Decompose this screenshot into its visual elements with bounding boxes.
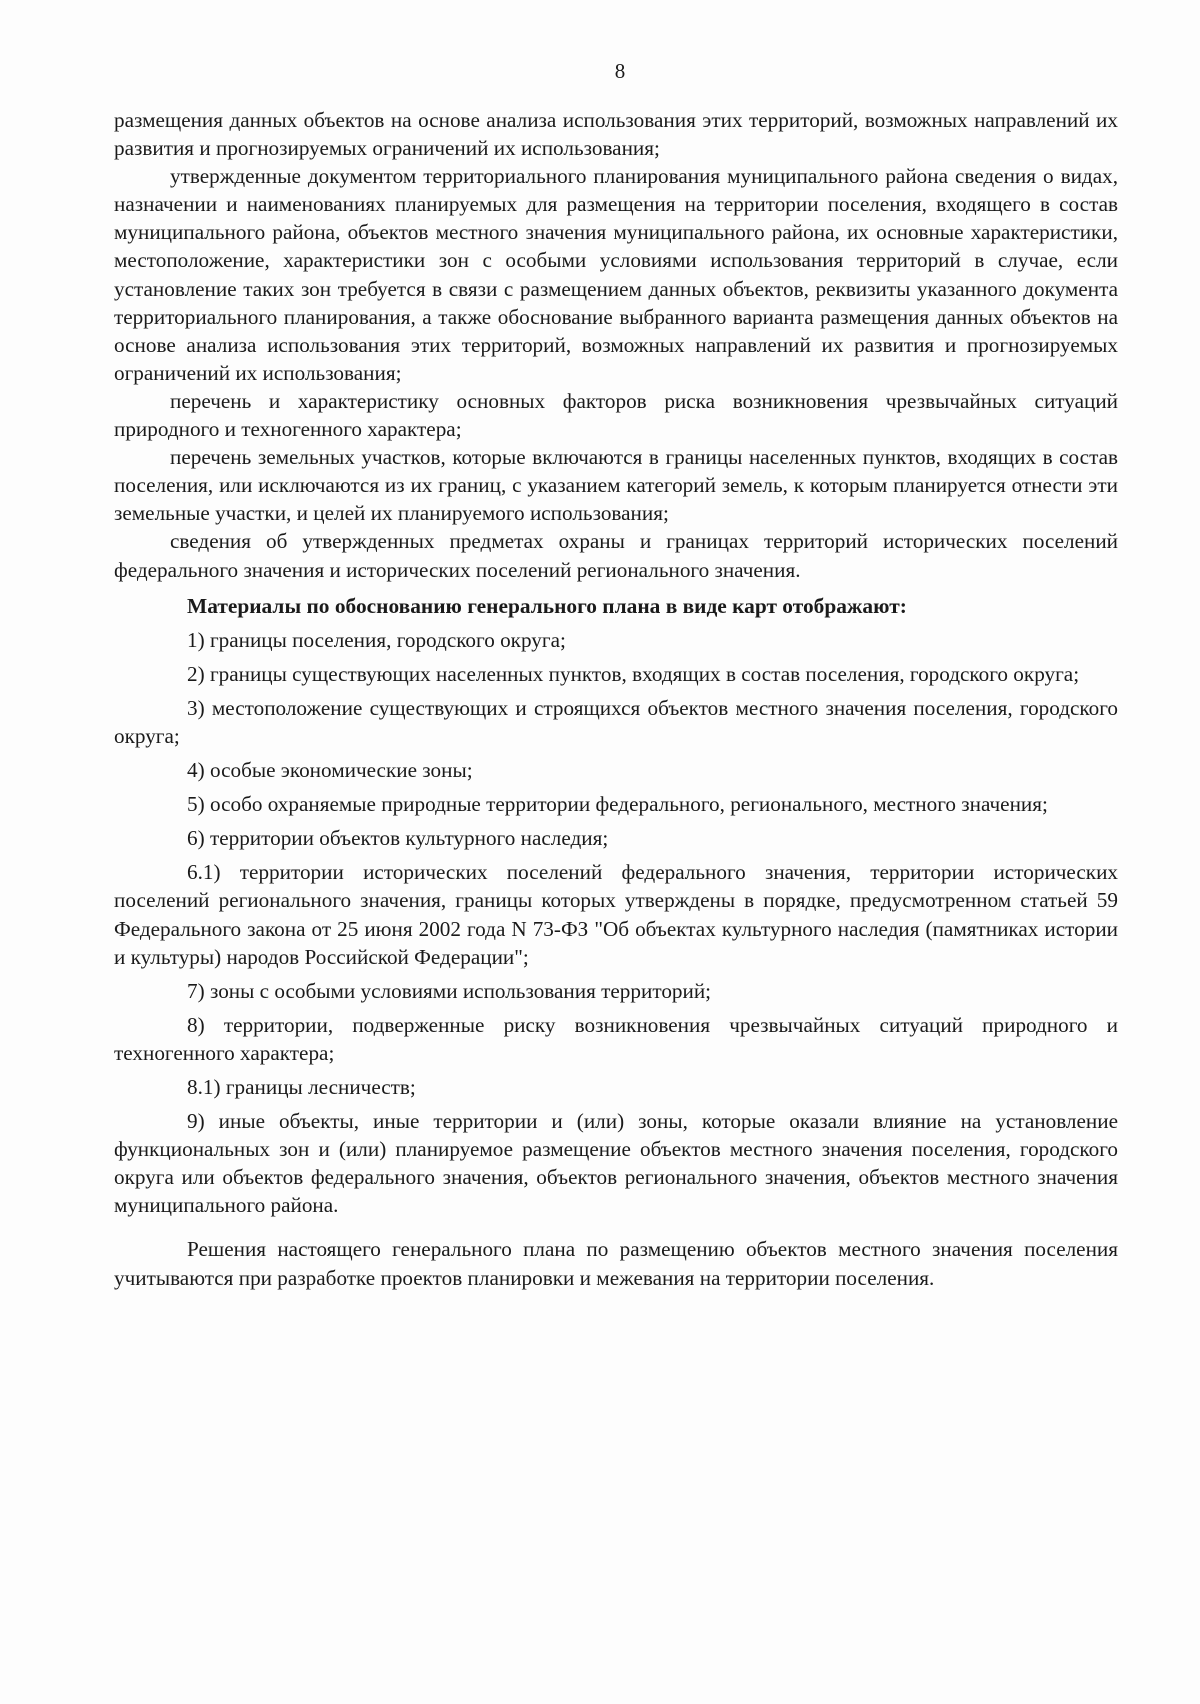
list-item: 3) местоположение существующих и строящихся объектов местного значения поселения, городского округа; [114, 695, 1118, 748]
paragraph-risk-factors: перечень и характеристику основных факторов риска возникновения чрезвычайных ситуаций природного и техногенного характера; [114, 388, 1118, 442]
document-body [114, 106, 1118, 1292]
paragraph-municipal-district-info: утвержденные документом территориального планирования муниципального района сведения о видах, назначении и наименованиях планируемых для размещения на территории поселения, входящего в состав муниципального района, объектов местного значения муниципального района, их основные характеристики, местоположение, характеристики зон с особыми условиями использования территорий в случае, если установление таких зон требуется в связи с размещением данных объектов, реквизиты указанного документа территориального планирования, а также обоснование выбранного варианта размещения данных объектов на основе анализа использования этих территорий, возможных направлений их развития и прогнозируемых ограничений их использования; [114, 164, 1118, 385]
list-item: 5) особо охраняемые природные территории федерального, регионального, местного значения; [187, 792, 1048, 817]
list-item: 8.1) границы лесничеств; [187, 1075, 416, 1099]
paragraph-historical-settlements: сведения об утвержденных предметах охраны и границах территорий исторических поселений федерального значения и исторических поселений регионального значения. [114, 529, 1118, 582]
list-item: 4) особые экономические зоны; [187, 758, 473, 783]
section-heading: Материалы по обоснованию генерального плана в виде карт отображают: [187, 593, 907, 618]
list-item: 6.1) территории исторических поселений федерального значения, территории исторических поселений регионального значения, границы которых утверждены в порядке, предусмотренном статьей 59 Федерального закона от 25 июня 2002 года N 73-ФЗ "Об объектах культурного наследия (памятниках истории и культуры) народов Российской Федерации"; [114, 860, 1118, 969]
list-item: 7) зоны с особыми условиями использования территорий; [187, 978, 712, 1003]
page-number: 8 [614, 59, 626, 83]
list-item: 8) территории, подверженные риску возникновения чрезвычайных ситуаций природного и техногенного характера; [114, 1012, 1118, 1065]
closing-paragraph: Решения настоящего генерального плана по размещению объектов местного значения поселения учитываются при разработке проектов планировки и межевания на территории поселения. [114, 1237, 1118, 1290]
list-item: 1) границы поселения, городского округа; [187, 627, 566, 652]
list-item: 6) территории объектов культурного наследия; [187, 826, 609, 851]
list-item: 2) границы существующих населенных пунктов, входящих в состав поселения, городского округа; [187, 661, 1080, 686]
paragraph-continuation: размещения данных объектов на основе анализа использования этих территорий, возможных направлений их развития и прогнозируемых ограничений их использования; [114, 108, 1118, 161]
paragraph-land-plots: перечень земельных участков, которые включаются в границы населенных пунктов, входящих в состав поселения, или исключаются из их границ, с указанием категорий земель, к которым планируется отнести эти земельные участки, и целей их планируемого использования; [114, 445, 1118, 526]
list-item: 9) иные объекты, иные территории и (или) зоны, которые оказали влияние на установление функциональных зон и (или) планируемое размещение объектов местного значения поселения, городского округа или объектов федерального значения, объектов регионального значения, объектов местного значения муниципального района. [114, 1109, 1118, 1218]
